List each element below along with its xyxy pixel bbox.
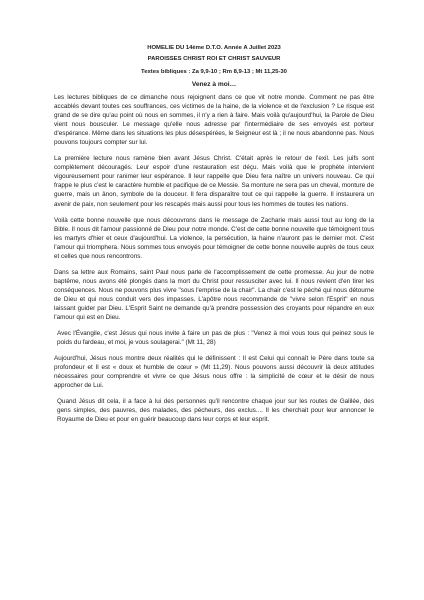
paragraph: Les lectures bibliques de ce dimanche nous rejoignent dans ce que vit notre monde. Comment ne pas être accablés devant toutes ces souffrances, ces victimes de la haine, de la violence et de l'exclusion ? Le risque est grand de se dire qu'au point où nous en sommes, il n'y a rien à faire. Mais voilà qu'aujourd'hui, la Parole de Dieu vient nous bousculer. Le message qu'elle nous adresse par l'intermédiaire de ses envoyés est porteur d'espérance. Même dans les situations les plus désespérées, le Seigneur est là ; il ne nous abandonne pas. Nous pouvons toujours compter sur lui. xyxy=(54,94,374,147)
homily-heading: HOMELIE DU 14ème D.T.O. Année A Juillet 2023 xyxy=(147,45,281,51)
paragraph: Aujourd'hui, Jésus nous montre deux réalités qui le définissent : Il est Celui qui connaît le Père dans toute sa profondeur et Il est « doux et humble de cœur » (Mt 11,29). Nous pouvons aussi découvrir là deux attitudes nécessaires pour comprendre et vivre ce que Jésus nous offre : la simplicité de cœur et le désir de nous approcher de Lui. xyxy=(54,355,374,390)
gospel-quote-paragraph: Avec l'Évangile, c'est Jésus qui nous invite à faire un pas de plus : "Venez à moi vous tous qui peinez sous le poids du fardeau, et moi, je vous soulagerai." (Mt 11, 28) xyxy=(57,330,374,347)
homily-title: Venez à moi… xyxy=(191,81,237,88)
parishes-heading: PAROISSES CHRIST ROI ET CHRIST SAUVEUR xyxy=(147,56,281,62)
paragraph: La première lecture nous ramène bien avant Jésus Christ. C'était après le retour de l'exil. Les juifs sont complètement découragés. Leur espoir d'une restauration est déçu. Mais voilà que le prophète intervient vigoureusement pour ranimer leur espérance. Il leur rappelle que Dieu fera naître un univers nouveau. Ce qui frappe le plus c'est le caractère humble et pacifique de ce Messie. Sa monture ne sera pas un cheval, monture de guerre, mais un ânon, symbole de la douceur. Il fera disparaître tout ce qui rappelle la guerre. Il instaurera un avenir de paix, non seulement pour les rescapés mais aussi pour tous les hommes de toutes les nations. xyxy=(54,155,374,208)
bible-texts-line: Textes bibliques : Za 9,9-10 ; Rm 8,9-13 ; Mt 11,25-30 xyxy=(141,69,287,75)
paragraph: Dans sa lettre aux Romains, saint Paul nous parle de l'accomplissement de cette promesse. Au jour de notre baptême, nous avons été plongés dans la mort du Christ pour ressusciter avec lui. Il nous revient d'en tirer les conséquences. Nous ne pouvons plus vivre "sous l'emprise de la chair". La chair c'est le péché qui nous détourne de Dieu et qui nous conduit vers des impasses. L'apôtre nous recommande de "vivre selon l'Esprit" en nous laissant guider par Dieu. L'Esprit Saint ne demande qu'à prendre possession des croyants pour répandre en eux l'amour qui est en Dieu. xyxy=(54,268,374,322)
paragraph: Voilà cette bonne nouvelle que nous découvrons dans le message de Zacharie mais aussi tout au long de la Bible. Il nous dit l'amour passionné de Dieu pour notre monde. C'est de cette bonne nouvelle que témoignent tous les martyrs d'hier et ceux d'aujourd'hui. La violence, la persécution, la haine n'auront pas le dernier mot. C'est l'amour qui triomphera. Nous sommes tous envoyés pour témoigner de cette bonne nouvelle auprès de tous ceux et celles que nous rencontrons. xyxy=(54,216,374,260)
paragraph: Quand Jésus dit cela, il a face à lui des personnes qu'il rencontre chaque jour sur les routes de Galilée, des gens simples, des pauvres, des malades, des pécheurs, des exclus.... Il les cherchait pour leur annoncer le Royaume de Dieu et pour en guérir beaucoup dans leur corps et leur esprit. xyxy=(57,398,374,424)
